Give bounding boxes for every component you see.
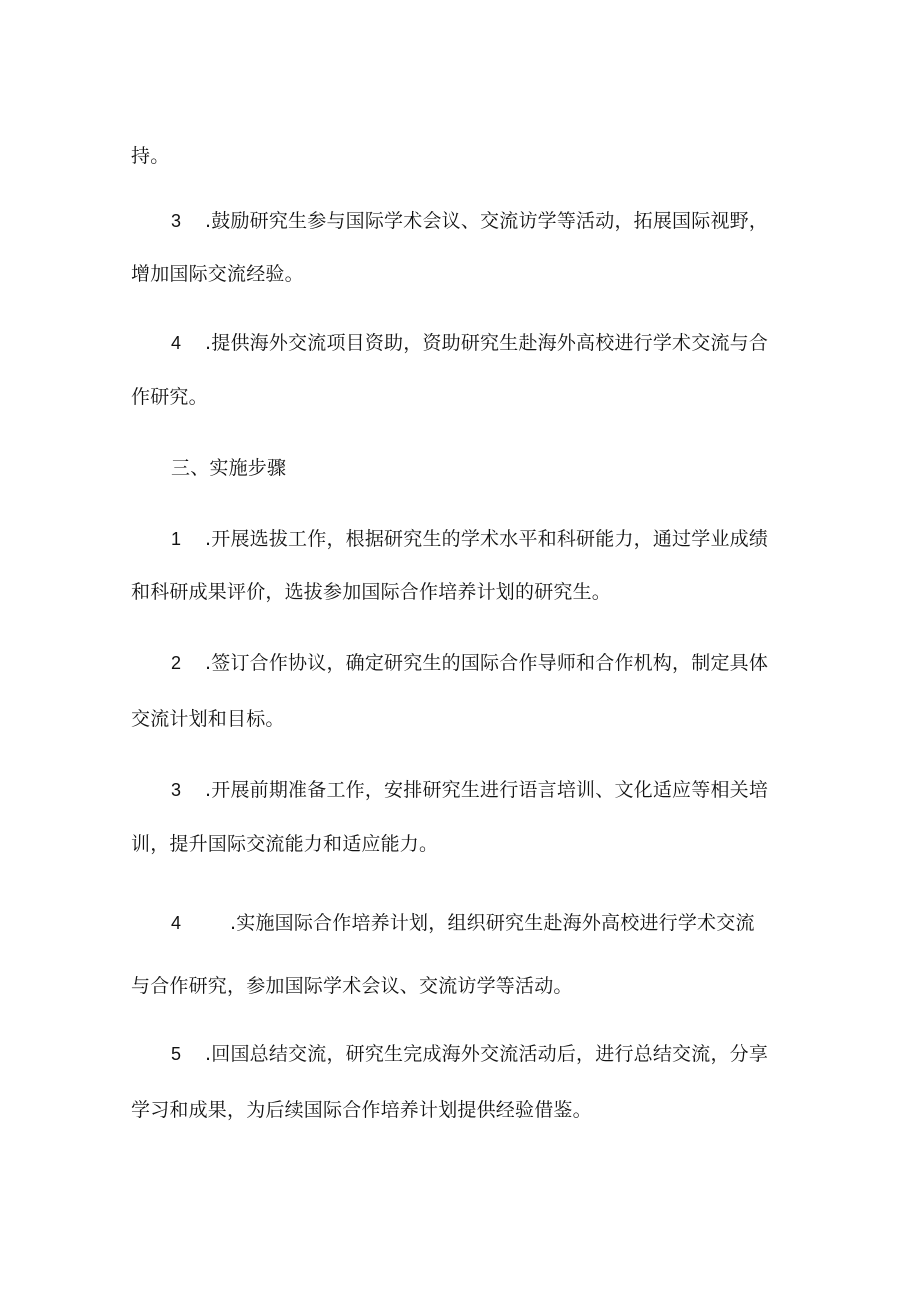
text-line: .开展选拔工作，根据研究生的学术水平和科研能力，通过学业成绩: [205, 528, 769, 550]
step-4-line-1: [171, 911, 755, 935]
item-number: 3: [171, 780, 182, 800]
step-5-line-1: [171, 1042, 768, 1066]
text-line: 学习和成果，为后续国际合作培养计划提供经验借鉴。: [131, 1099, 592, 1121]
item-4-line-2: [131, 385, 208, 409]
step-2-line-2: [131, 707, 285, 731]
item-number: 3: [171, 211, 182, 231]
item-number: 4: [171, 333, 182, 353]
text-line: 作研究。: [131, 386, 208, 408]
text-line: .开展前期准备工作，安排研究生进行语言培训、文化适应等相关培: [205, 779, 769, 801]
text-line: .提供海外交流项目资助，资助研究生赴海外高校进行学术交流与合: [205, 332, 769, 354]
step-5-line-2: [131, 1098, 592, 1122]
text-line: .鼓励研究生参与国际学术会议、交流访学等活动，拓展国际视野，: [205, 210, 769, 232]
item-number: 2: [171, 653, 182, 673]
item-number: 5: [171, 1044, 182, 1064]
section-heading: [171, 456, 286, 480]
item-number: 1: [171, 529, 182, 549]
paragraph-continuation-line: [131, 144, 169, 168]
step-3-line-1: [171, 778, 768, 802]
text-line: 训，提升国际交流能力和适应能力。: [131, 833, 439, 855]
text-line: .签订合作协议，确定研究生的国际合作导师和合作机构，制定具体: [205, 652, 769, 674]
item-number: 4: [171, 913, 182, 933]
item-3-line-1: [171, 209, 768, 233]
step-1-line-2: [131, 580, 611, 604]
item-3-line-2: [131, 262, 304, 286]
text-line: 交流计划和目标。: [131, 708, 285, 730]
text-line: .回国总结交流，研究生完成海外交流活动后，进行总结交流，分享: [205, 1043, 769, 1065]
step-2-line-1: [171, 651, 768, 675]
heading-text: 三、实施步骤: [171, 457, 287, 479]
text-line: .实施国际合作培养计划，组织研究生赴海外高校进行学术交流: [230, 912, 755, 934]
text-line: 与合作研究，参加国际学术会议、交流访学等活动。: [131, 975, 573, 997]
text-line: 和科研成果评价，选拔参加国际合作培养计划的研究生。: [131, 581, 612, 603]
step-3-line-2: [131, 832, 438, 856]
item-4-line-1: [171, 331, 768, 355]
step-4-line-2: [131, 974, 573, 998]
text-line: 增加国际交流经验。: [131, 263, 304, 285]
text-line: 持。: [131, 145, 170, 167]
step-1-line-1: [171, 527, 768, 551]
